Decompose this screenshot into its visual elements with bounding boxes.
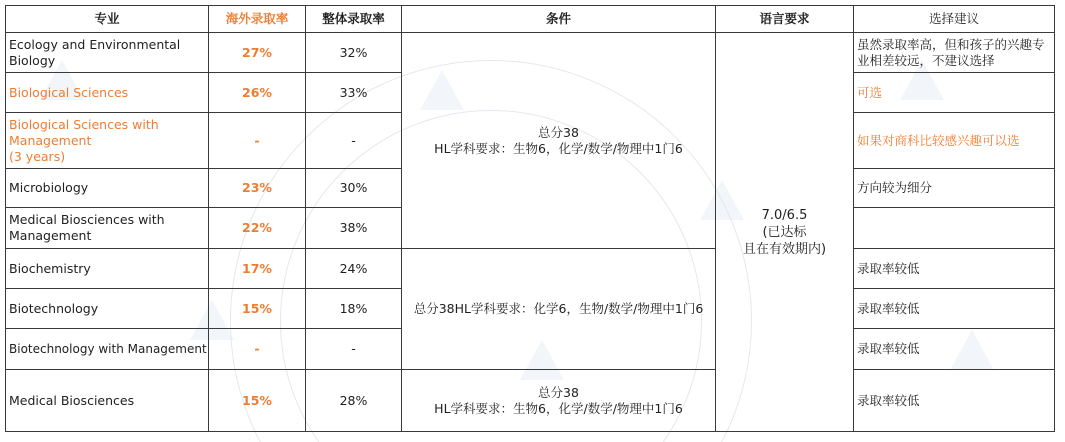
advice-cell: 录取率较低 xyxy=(854,249,1055,289)
conditions-cell: 总分38 HL学科要求：生物6，化学/数学/物理中1门6 xyxy=(402,370,716,432)
advice-cell: 录取率较低 xyxy=(854,329,1055,370)
header-overall-rate: 整体录取率 xyxy=(306,6,402,33)
table-row xyxy=(6,33,1055,73)
major-cell: Medical Biosciences xyxy=(6,370,209,432)
overall-rate-cell: 38% xyxy=(306,208,402,249)
admission-table xyxy=(5,5,1055,432)
header-overseas-rate: 海外录取率 xyxy=(209,6,306,33)
advice-cell: 虽然录取率高，但和孩子的兴趣专业相差较远，不建议选择 xyxy=(854,33,1055,73)
advice-cell: 如果对商科比较感兴趣可以选 xyxy=(854,113,1055,169)
overseas-rate-cell: - xyxy=(209,113,306,169)
advice-cell: 可选 xyxy=(854,73,1055,113)
overseas-rate-cell: 26% xyxy=(209,73,306,113)
major-cell: Biological Sciences xyxy=(6,73,209,113)
major-cell: Biochemistry xyxy=(6,249,209,289)
major-cell: Microbiology xyxy=(6,169,209,208)
table-row xyxy=(6,370,1055,432)
table-header-row xyxy=(6,6,1055,33)
overall-rate-cell: 24% xyxy=(306,249,402,289)
conditions-cell: 总分38 HL学科要求：生物6，化学/数学/物理中1门6 xyxy=(402,33,716,249)
language-cell: 7.0/6.5 (已达标 且在有效期内) xyxy=(716,33,854,432)
overall-rate-cell: 30% xyxy=(306,169,402,208)
overseas-rate-cell: - xyxy=(209,329,306,370)
overall-rate-cell: 32% xyxy=(306,33,402,73)
header-major: 专业 xyxy=(6,6,209,33)
overall-rate-cell: - xyxy=(306,329,402,370)
overseas-rate-cell: 15% xyxy=(209,370,306,432)
advice-cell: 录取率较低 xyxy=(854,289,1055,329)
advice-cell: 方向较为细分 xyxy=(854,169,1055,208)
overseas-rate-cell: 17% xyxy=(209,249,306,289)
major-cell: Ecology and Environmental Biology xyxy=(6,33,209,73)
advice-cell: 录取率较低 xyxy=(854,370,1055,432)
advice-cell xyxy=(854,208,1055,249)
major-cell: Biotechnology xyxy=(6,289,209,329)
overall-rate-cell: 33% xyxy=(306,73,402,113)
major-cell: Biotechnology with Management xyxy=(6,329,209,370)
overall-rate-cell: - xyxy=(306,113,402,169)
table-row xyxy=(6,249,1055,289)
header-language: 语言要求 xyxy=(716,6,854,33)
overseas-rate-cell: 22% xyxy=(209,208,306,249)
overall-rate-cell: 28% xyxy=(306,370,402,432)
header-conditions: 条件 xyxy=(402,6,716,33)
conditions-cell: 总分38HL学科要求：化学6，生物/数学/物理中1门6 xyxy=(402,249,716,370)
overseas-rate-cell: 15% xyxy=(209,289,306,329)
overall-rate-cell: 18% xyxy=(306,289,402,329)
overseas-rate-cell: 27% xyxy=(209,33,306,73)
major-cell: Medical Biosciences with Management xyxy=(6,208,209,249)
header-advice: 选择建议 xyxy=(854,6,1055,33)
overseas-rate-cell: 23% xyxy=(209,169,306,208)
major-cell: Biological Sciences with Management (3 years) xyxy=(6,113,209,169)
